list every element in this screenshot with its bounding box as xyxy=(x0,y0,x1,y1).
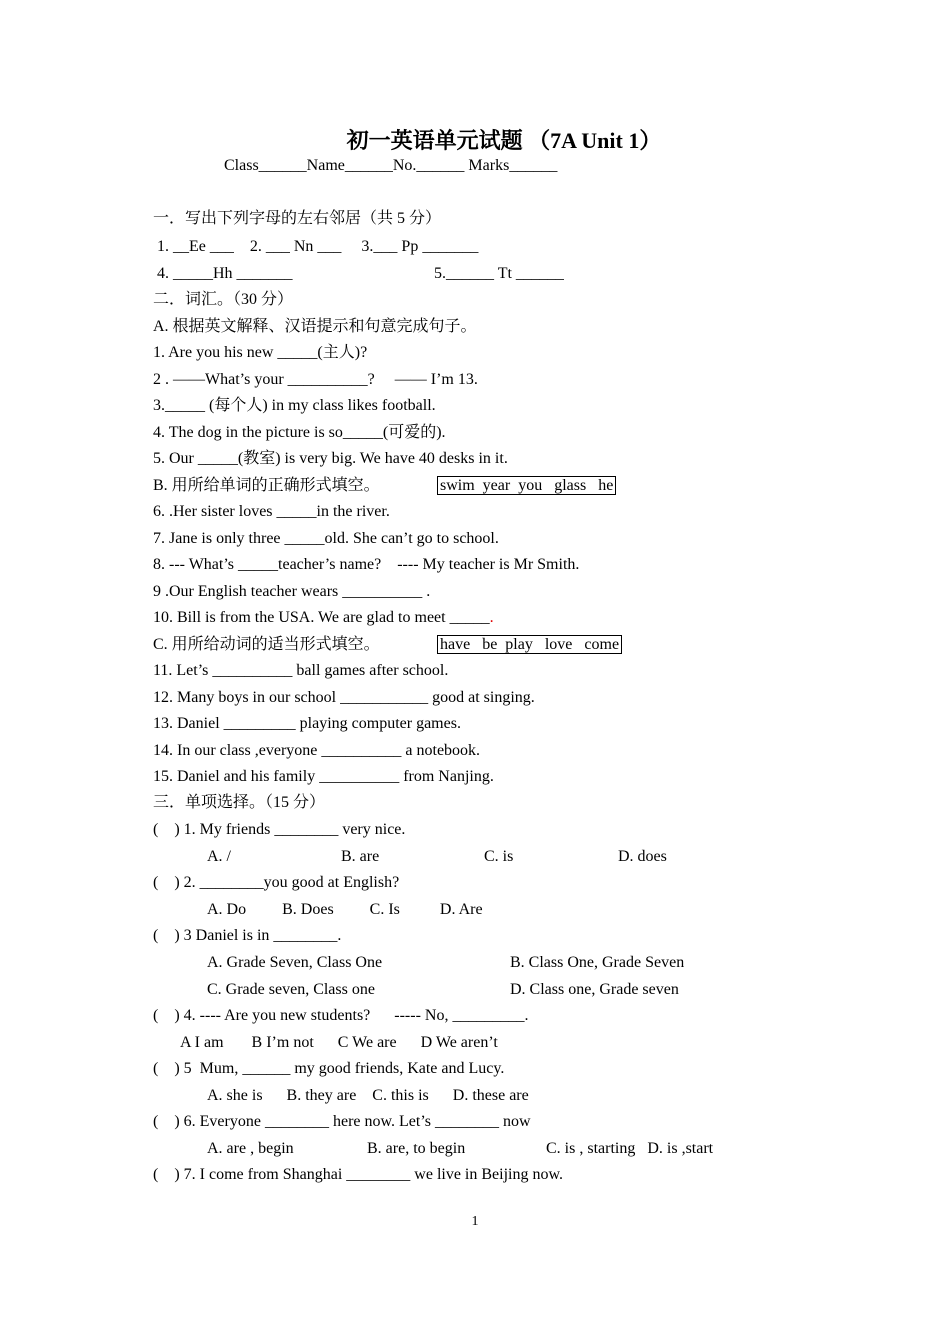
question-14: 14. In our class ,everyone __________ a notebook. xyxy=(153,742,481,759)
page-number: 1 xyxy=(471,1214,479,1229)
question-9: 9 .Our English teacher wears __________ . xyxy=(153,583,431,600)
mc-6-option-cd: C. is , starting D. is ,start xyxy=(546,1140,714,1157)
question-10-text: 10. Bill is from the USA. We are glad to meet _____ xyxy=(153,609,490,626)
student-info-line: Class______Name______No.______ Marks______ xyxy=(224,157,558,174)
word-box-b xyxy=(437,476,616,496)
mc-question-7: ( ) 7. I come from Shanghai ________ we live in Beijing now. xyxy=(153,1166,563,1183)
question-5: 5. Our _____(教室) is very big. We have 40 desks in it. xyxy=(153,450,508,467)
question-1: 1. Are you his new _____(主人)? xyxy=(153,344,368,361)
question-11: 11. Let’s __________ ball games after school. xyxy=(153,662,449,679)
question-7: 7. Jane is only three _____old. She can’t go to school. xyxy=(153,530,499,547)
mc-question-6: ( ) 6. Everyone ________ here now. Let’s ________ now xyxy=(153,1113,531,1130)
mc-1-option-b: B. are xyxy=(341,848,380,865)
question-13: 13. Daniel _________ playing computer games. xyxy=(153,715,461,732)
question-15: 15. Daniel and his family __________ from Nanjing. xyxy=(153,768,494,785)
mc-1-option-a: A. / xyxy=(207,848,231,865)
word-box-c xyxy=(437,635,622,655)
page-title: 初一英语单元试题 （7A Unit 1） xyxy=(346,128,662,153)
mc-3-option-d: D. Class one, Grade seven xyxy=(510,981,679,998)
section-2-part-a: A. 根据英文解释、汉语提示和句意完成句子。 xyxy=(153,318,477,335)
question-12: 12. Many boys in our school ___________ good at singing. xyxy=(153,689,535,706)
mc-1-option-c: C. is xyxy=(484,848,514,865)
section-1-heading: 一．写出下列字母的左右邻居（共 5 分） xyxy=(153,210,442,227)
word-box-c-text: have be play love come xyxy=(437,635,622,654)
mc-5-options: A. she is B. they are C. this is D. these are xyxy=(207,1087,529,1104)
section-3-heading: 三．单项选择。（15 分） xyxy=(153,794,326,811)
section-1-row-1: 1. __Ee ___ 2. ___ Nn ___ 3.___ Pp _______ xyxy=(153,238,479,255)
question-6: 6. .Her sister loves _____in the river. xyxy=(153,503,390,520)
question-4: 4. The dog in the picture is so_____(可爱的). xyxy=(153,424,446,441)
question-10-dot: . xyxy=(489,609,494,626)
section-2-part-b: B. 用所给单词的正确形式填空。 xyxy=(153,477,380,494)
mc-3-option-a: A. Grade Seven, Class One xyxy=(207,954,383,971)
question-8: 8. --- What’s _____teacher’s name? ---- My teacher is Mr Smith. xyxy=(153,556,580,573)
mc-2-options: A. Do B. Does C. Is D. Are xyxy=(207,901,483,918)
word-box-b-text: swim year you glass he xyxy=(437,476,616,495)
mc-question-3: ( ) 3 Daniel is in ________. xyxy=(153,927,342,944)
section-1-row-2a: 4. _____Hh _______ xyxy=(153,265,293,282)
question-2: 2 . ——What’s your __________? —— I’m 13. xyxy=(153,371,478,388)
mc-4-options: A I am B I’m not C We are D We aren’t xyxy=(180,1034,498,1051)
section-2-heading: 二．词汇。（30 分） xyxy=(153,291,294,308)
mc-6-option-a: A. are , begin xyxy=(207,1140,294,1157)
section-1-row-2b: 5.______ Tt ______ xyxy=(434,265,564,282)
mc-question-5: ( ) 5 Mum, ______ my good friends, Kate and Lucy. xyxy=(153,1060,505,1077)
question-3: 3._____ (每个人) in my class likes football. xyxy=(153,397,436,414)
section-2-part-c: C. 用所给动词的适当形式填空。 xyxy=(153,636,380,653)
mc-6-option-b: B. are, to begin xyxy=(367,1140,466,1157)
mc-question-2: ( ) 2. ________you good at English? xyxy=(153,874,400,891)
mc-3-option-c: C. Grade seven, Class one xyxy=(207,981,375,998)
mc-question-1: ( ) 1. My friends ________ very nice. xyxy=(153,821,406,838)
mc-question-4: ( ) 4. ---- Are you new students? ----- No, _________. xyxy=(153,1007,529,1024)
mc-3-option-b: B. Class One, Grade Seven xyxy=(510,954,685,971)
mc-1-option-d: D. does xyxy=(618,848,667,865)
question-10 xyxy=(153,608,494,628)
